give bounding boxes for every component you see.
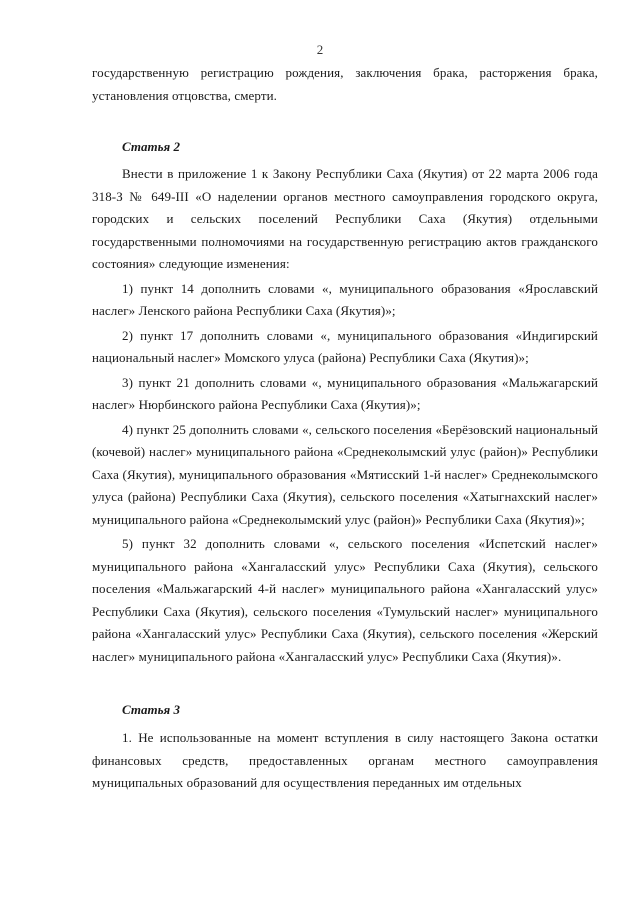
page-number: 2 — [316, 42, 324, 57]
article-2-intro: Внести в приложение 1 к Закону Республики Саха (Якутия) от 22 марта 2006 года 318-З № 649-III «О наделении органов местного самоуправления городского округа, городских и сельских поселений Республики Саха (Якутия) отдельными государственными полномочиями на государственную регистрацию актов гражданского состояния» следующие изменения: — [92, 166, 598, 271]
article-2-item-2: 2) пункт 17 дополнить словами «, муниципального образования «Индигирский национальный наслег» Момского улуса (района) Республики Саха (Якутия)»; — [92, 327, 598, 365]
article-2-item-3: 3) пункт 21 дополнить словами «, муниципального образования «Мальжагарский наслег» Нюрбинского района Республики Саха (Якутия)»; — [92, 374, 598, 412]
article-2-item-4: 4) пункт 25 дополнить словами «, сельского поселения «Берёзовский национальный (кочевой) наслег» муниципального района «Среднеколымский улус (район)» Республики Саха (Якутия), муниципального образования «Мятисский 1-й наслег» Среднеколымского улуса (района) Республики Саха (Якутия), сельского поселения «Хатыгнахский наслег» муниципального района «Среднеколымский улус (район)» Республики Саха (Якутия)»; — [92, 421, 598, 527]
intro-paragraph: государственную регистрацию рождения, заключения брака, расторжения брака, установления отцовства, смерти. — [92, 65, 598, 103]
article-3-heading: Статья 3 — [122, 702, 180, 717]
article-2-item-1: 1) пункт 14 дополнить словами «, муниципального образования «Ярославский наслег» Ленского района Республики Саха (Якутия)»; — [92, 280, 598, 318]
document-body — [92, 62, 598, 795]
article-2-heading: Статья 2 — [122, 139, 180, 154]
article-3-paragraph-1: 1. Не использованные на момент вступления в силу настоящего Закона остатки финансовых средств, предоставленных органам местного самоуправления муниципальных образований для осуществления переданных им отдельных — [92, 730, 598, 790]
article-2-item-5: 5) пункт 32 дополнить словами «, сельского поселения «Испетский наслег» муниципального района «Хангаласский улус» Республики Саха (Якутия), сельского поселения «Мальжагарский 4-й наслег» муниципального района «Хангаласский улус» Республики Саха (Якутия), сельского поселения «Тумульский наслег» муниципального района «Хангаласский улус» Республики Саха (Якутия), сельского поселения «Жерский наслег» муниципального района «Хангаласский улус» Республики Саха (Якутия)». — [92, 536, 598, 664]
